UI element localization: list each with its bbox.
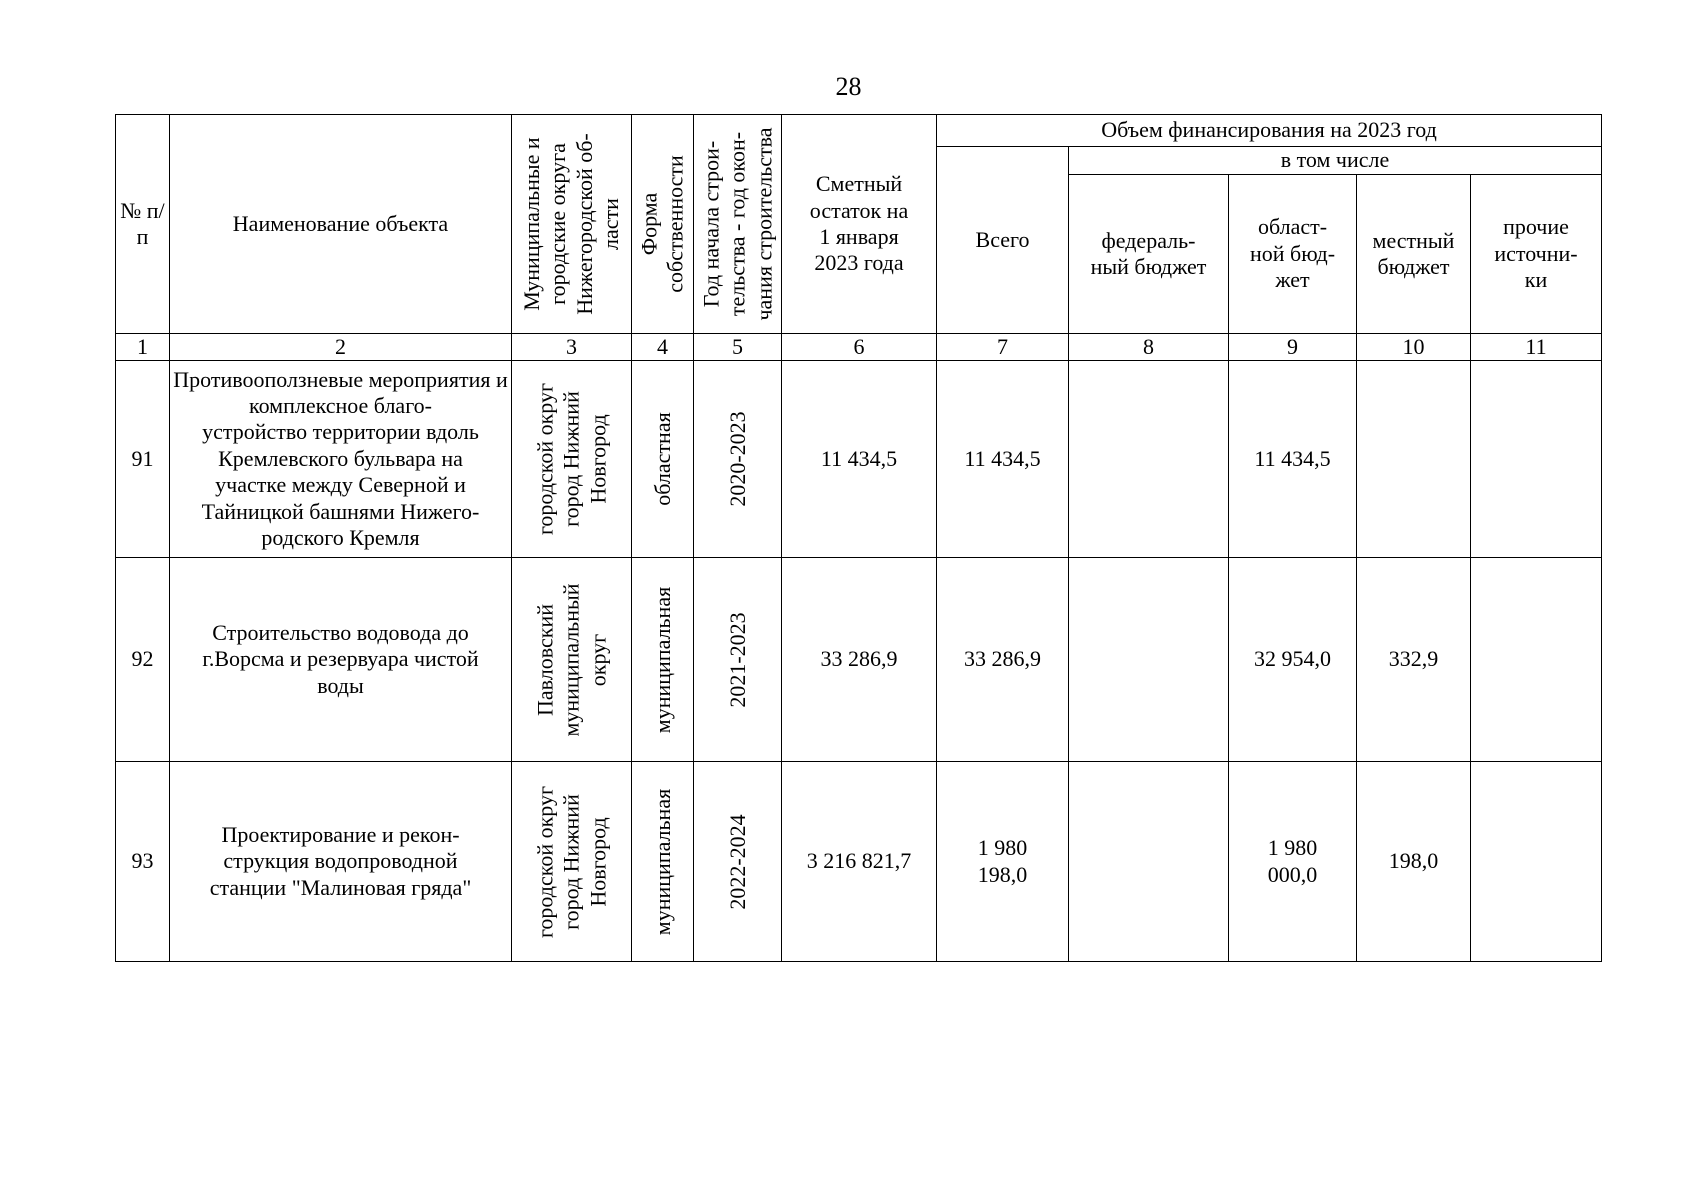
regional-value-text: 1 980 000,0 (1267, 835, 1318, 887)
financing-table (115, 114, 1602, 962)
header-local (1357, 175, 1471, 334)
years-cell (694, 762, 782, 962)
row-number: 91 (116, 361, 170, 558)
federal-value (1069, 558, 1229, 762)
header-municipality (512, 115, 632, 334)
total-value (937, 558, 1069, 762)
header-no (116, 115, 170, 334)
total-value-text: 33 286,9 (964, 646, 1041, 672)
header-balance-label: Сметный остаток на 1 января 2023 года (809, 171, 909, 276)
municipality-cell (512, 361, 632, 558)
column-number-row (116, 334, 1602, 361)
header-funding-group: Объем финансирования на 2023 год (937, 115, 1602, 147)
header-federal (1069, 175, 1229, 334)
regional-value (1229, 762, 1357, 962)
regional-value (1229, 558, 1357, 762)
column-number: 7 (937, 334, 1069, 361)
years-cell (694, 361, 782, 558)
years-text: 2022-2024 (724, 813, 750, 910)
row-number: 93 (116, 762, 170, 962)
column-number: 6 (782, 334, 937, 361)
header-federal-label: федераль- ный бюджет (1090, 227, 1207, 279)
column-number: 4 (632, 334, 694, 361)
total-value-text: 11 434,5 (964, 445, 1041, 471)
column-number: 9 (1229, 334, 1357, 361)
other-value (1471, 762, 1602, 962)
header-including-group: в том числе (1069, 147, 1602, 175)
header-years (694, 115, 782, 334)
other-value (1471, 361, 1602, 558)
municipality-cell (512, 762, 632, 962)
local-value (1357, 558, 1471, 762)
table-row (116, 762, 1602, 962)
ownership-cell (632, 361, 694, 558)
header-other (1471, 175, 1602, 334)
total-value-text: 1 980 198,0 (977, 835, 1028, 887)
balance-value: 3 216 821,7 (782, 762, 937, 962)
header-regional-label: област- ной бюд- жет (1249, 214, 1336, 293)
column-number: 5 (694, 334, 782, 361)
header-municipality-label: Муниципальные и городские округа Нижегородской об- ласти (518, 133, 623, 315)
object-name-text: Противооползневые мероприятия и комплексное благо- устройство территории вдоль Кремлевского бульвара на участке между Северной и Тайницкой башнями Нижего- родского Кремля (173, 366, 508, 550)
header-other-label: прочие источни- ки (1494, 214, 1578, 293)
header-balance (782, 115, 937, 334)
object-name (170, 361, 512, 558)
header-ownership-label: Форма собственности (636, 155, 688, 293)
header-local-label: местный бюджет (1372, 227, 1455, 279)
ownership-text: муниципальная (649, 788, 675, 935)
federal-value (1069, 762, 1229, 962)
ownership-cell (632, 558, 694, 762)
regional-value-text: 32 954,0 (1254, 646, 1331, 672)
total-value (937, 762, 1069, 962)
column-number: 2 (170, 334, 512, 361)
municipality-text: Павловский муниципальный округ (531, 582, 610, 737)
years-text: 2020-2023 (724, 411, 750, 507)
header-no-label: № п/ п (120, 197, 165, 249)
local-value (1357, 361, 1471, 558)
column-number: 1 (116, 334, 170, 361)
page-number: 28 (835, 72, 862, 101)
municipality-cell (512, 558, 632, 762)
total-value (937, 361, 1069, 558)
local-value-text: 332,9 (1388, 646, 1439, 672)
ownership-text: областная (649, 412, 675, 506)
federal-value (1069, 361, 1229, 558)
object-name (170, 558, 512, 762)
regional-value-text: 11 434,5 (1254, 445, 1331, 471)
local-value (1357, 762, 1471, 962)
header-row-1 (116, 115, 1602, 147)
ownership-text: муниципальная (649, 586, 675, 733)
table-row (116, 361, 1602, 558)
other-value (1471, 558, 1602, 762)
object-name-text: Строительство водовода до г.Ворсма и резервуара чистой воды (202, 619, 479, 698)
row-number: 92 (116, 558, 170, 762)
column-number: 11 (1471, 334, 1602, 361)
balance-value: 33 286,9 (782, 558, 937, 762)
header-name: Наименование объекта (170, 115, 512, 334)
table-row (116, 558, 1602, 762)
column-number: 3 (512, 334, 632, 361)
object-name (170, 762, 512, 962)
balance-value: 11 434,5 (782, 361, 937, 558)
municipality-text: городской округ город Нижний Новгород (531, 785, 610, 938)
header-total: Всего (937, 147, 1069, 334)
object-name-text: Проектирование и рекон- струкция водопроводной станции "Малиновая гряда" (209, 821, 472, 900)
header-regional (1229, 175, 1357, 334)
header-ownership (632, 115, 694, 334)
column-number: 10 (1357, 334, 1471, 361)
column-number: 8 (1069, 334, 1229, 361)
ownership-cell (632, 762, 694, 962)
municipality-text: городской округ город Нижний Новгород (531, 382, 610, 536)
years-text: 2021-2023 (724, 611, 750, 708)
regional-value (1229, 361, 1357, 558)
local-value-text: 198,0 (1388, 848, 1439, 874)
header-years-label: Год начала строи- тельства - год окон- чания строительства (697, 127, 776, 321)
years-cell (694, 558, 782, 762)
